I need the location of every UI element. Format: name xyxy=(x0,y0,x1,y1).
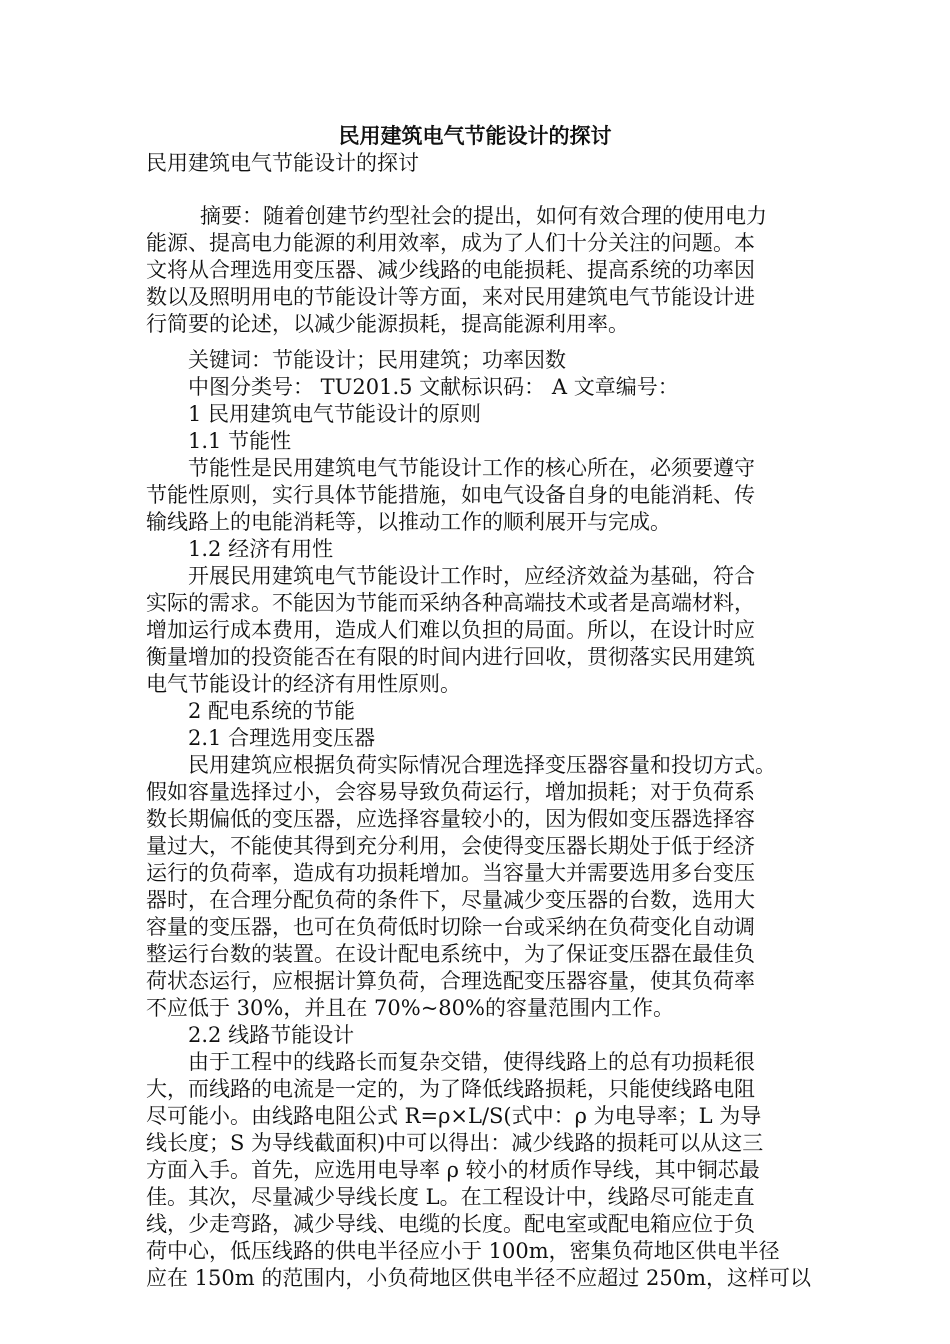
paragraph-line: 运行的负荷率，造成有功损耗增加。当容量大并需要选用多台变压 xyxy=(146,861,755,885)
section-heading: 2 配电系统的节能 xyxy=(188,699,356,723)
keywords: 关键词：节能设计；民用建筑；功率因数 xyxy=(188,348,566,372)
paragraph-line: 增加运行成本费用，造成人们难以负担的局面。所以，在设计时应 xyxy=(146,618,755,642)
abstract-line: 数以及照明用电的节能设计等方面，来对民用建筑电气节能设计进 xyxy=(146,285,755,309)
section-heading: 1 民用建筑电气节能设计的原则 xyxy=(188,402,482,426)
subsection-heading: 1.2 经济有用性 xyxy=(188,537,334,561)
paragraph-line: 容量的变压器，也可在负荷低时切除一台或采纳在负荷变化自动调 xyxy=(146,915,755,939)
paragraph-line: 整运行台数的装置。在设计配电系统中，为了保证变压器在最佳负 xyxy=(146,942,755,966)
paragraph-line: 电气节能设计的经济有用性原则。 xyxy=(146,672,461,696)
abstract-line: 文将从合理选用变压器、减少线路的电能损耗、提高系统的功率因 xyxy=(146,258,755,282)
subsection-heading: 1.1 节能性 xyxy=(188,429,292,453)
paragraph-line: 线长度；S 为导线截面积)中可以得出：减少线路的损耗可以从这三 xyxy=(146,1131,764,1155)
paragraph-line: 实际的需求。不能因为节能而采纳各种高端技术或者是高端材料， xyxy=(146,591,755,615)
classification: 中图分类号： TU201.5 文献标识码： A 文章编号： xyxy=(188,375,679,399)
paragraph-line: 尽可能小。由线路电阻公式 R=ρ×L/S(式中：ρ 为电导率；L 为导 xyxy=(146,1104,762,1128)
paragraph-line: 民用建筑应根据负荷实际情况合理选择变压器容量和投切方式。 xyxy=(188,753,776,777)
abstract-line: 摘要：随着创建节约型社会的提出，如何有效合理的使用电力 xyxy=(200,204,767,228)
paragraph-line: 节能性是民用建筑电气节能设计工作的核心所在，必须要遵守 xyxy=(188,456,755,480)
paragraph-line: 节能性原则，实行具体节能措施，如电气设备自身的电能消耗、传 xyxy=(146,483,755,507)
paragraph-line: 线，少走弯路，减少导线、电缆的长度。配电室或配电箱应位于负 xyxy=(146,1212,755,1236)
paragraph-line: 器时，在合理分配负荷的条件下，尽量减少变压器的台数，选用大 xyxy=(146,888,755,912)
paragraph-line: 荷状态运行，应根据计算负荷，合理选配变压器容量，使其负荷率 xyxy=(146,969,755,993)
page-title: 民用建筑电气节能设计的探讨 xyxy=(338,123,612,148)
abstract-line: 能源、提高电力能源的利用效率，成为了人们十分关注的问题。本 xyxy=(146,231,755,255)
paragraph-line: 开展民用建筑电气节能设计工作时，应经济效益为基础，符合 xyxy=(188,564,755,588)
paragraph-line: 方面入手。首先，应选用电导率 ρ 较小的材质作导线，其中铜芯最 xyxy=(146,1158,760,1182)
paragraph-line: 衡量增加的投资能否在有限的时间内进行回收，贯彻落实民用建筑 xyxy=(146,645,755,669)
paragraph-line: 数长期偏低的变压器，应选择容量较小的，因为假如变压器选择容 xyxy=(146,807,755,831)
paragraph-line: 不应低于 30%，并且在 70%~80%的容量范围内工作。 xyxy=(146,996,674,1020)
paragraph-line: 假如容量选择过小，会容易导致负荷运行，增加损耗；对于负荷系 xyxy=(146,780,755,804)
paragraph-line: 荷中心，低压线路的供电半径应小于 100m，密集负荷地区供电半径 xyxy=(146,1239,780,1263)
abstract-line: 行简要的论述，以减少能源损耗，提高能源利用率。 xyxy=(146,312,629,336)
paragraph-line: 由于工程中的线路长而复杂交错，使得线路上的总有功损耗很 xyxy=(188,1050,755,1074)
paragraph-line: 大，而线路的电流是一定的，为了降低线路损耗，只能使线路电阻 xyxy=(146,1077,755,1101)
paragraph-line: 应在 150m 的范围内，小负荷地区供电半径不应超过 250m，这样可以 xyxy=(146,1266,812,1290)
doc-subtitle: 民用建筑电气节能设计的探讨 xyxy=(146,151,419,175)
paragraph-line: 佳。其次，尽量减少导线长度 L。在工程设计中，线路尽可能走直 xyxy=(146,1185,755,1209)
paragraph-line: 输线路上的电能消耗等，以推动工作的顺利展开与完成。 xyxy=(146,510,671,534)
paragraph-line: 量过大，不能使其得到充分利用，会使得变压器长期处于低于经济 xyxy=(146,834,755,858)
subsection-heading: 2.1 合理选用变压器 xyxy=(188,726,376,750)
subsection-heading: 2.2 线路节能设计 xyxy=(188,1023,355,1047)
